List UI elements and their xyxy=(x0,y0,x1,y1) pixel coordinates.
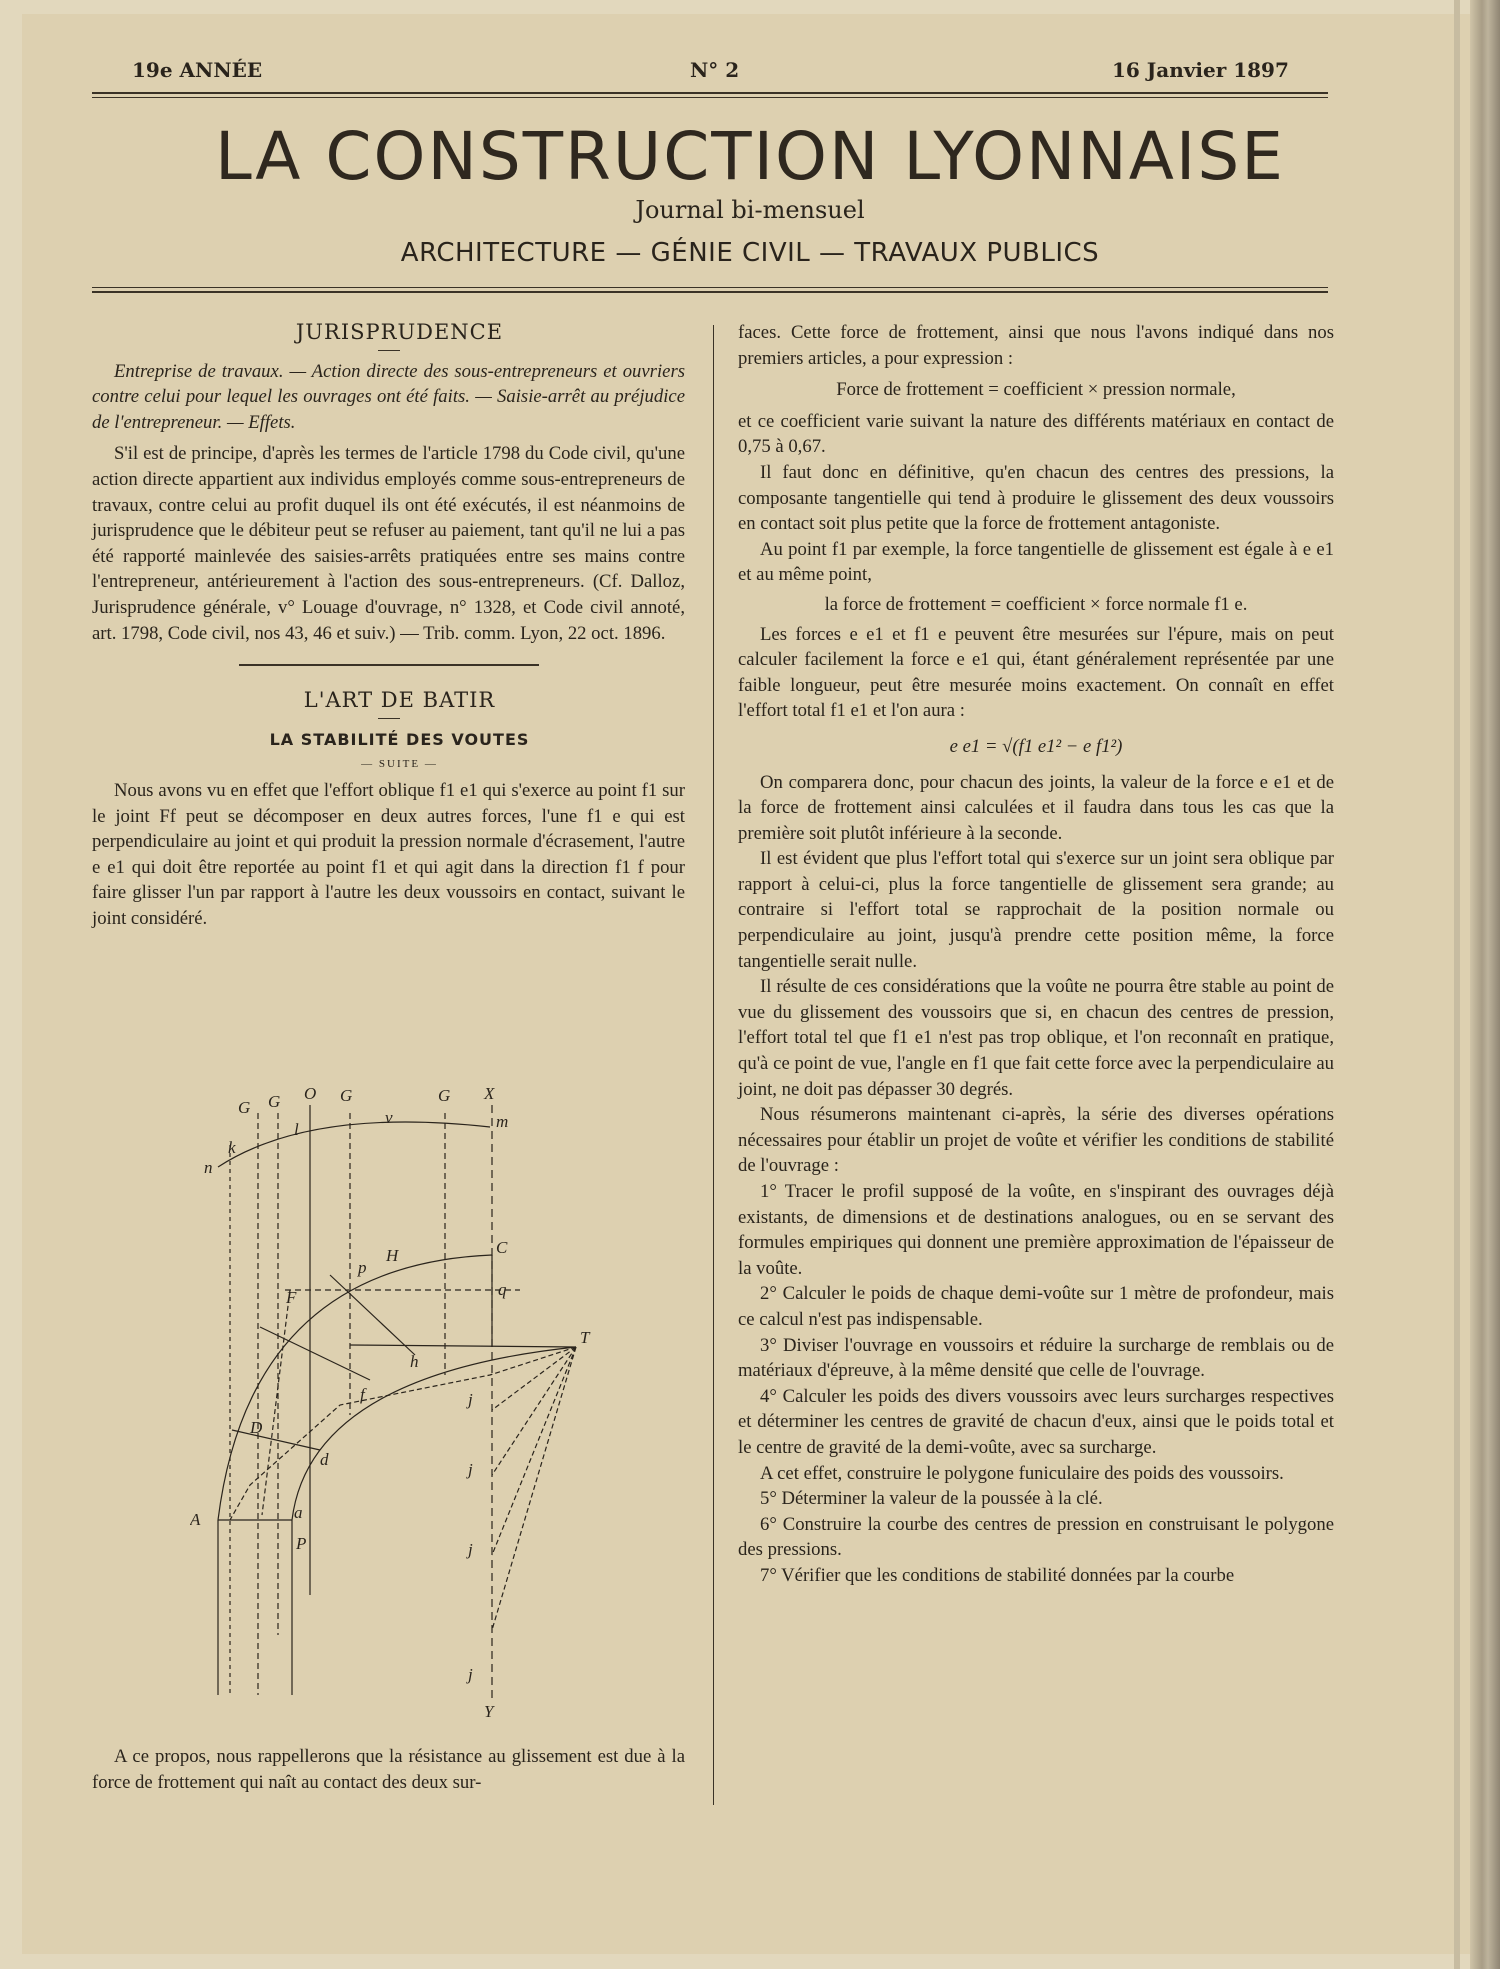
label-a: a xyxy=(294,1503,303,1522)
right-p1: faces. Cette force de frottement, ainsi que nous l'avons indiqué dans nos premiers articles, a pour expression : xyxy=(738,322,1334,369)
step-4-note: A cet effet, construire le polygone funiculaire des poids des voussoirs. xyxy=(760,1462,1284,1484)
equation-friction: Force de frottement = coefficient × pression normale, xyxy=(836,379,1236,401)
label-j1: j xyxy=(468,1390,473,1409)
label-k: k xyxy=(228,1138,236,1157)
outer-arch-curve xyxy=(218,1255,492,1520)
label-p: p xyxy=(358,1258,367,1277)
ray-t-j4 xyxy=(492,1347,576,1630)
heading-dash xyxy=(378,350,400,351)
step-6: 6° Construire la courbe des centres de pression en construisant le polygone des pressions. xyxy=(738,1513,1334,1561)
heading-dash xyxy=(378,718,400,719)
page-edge-shadow xyxy=(1454,0,1460,1969)
step-4: 4° Calculer les poids des divers voussoirs avec leurs surcharges respectives et déterminer les centres de gravité de chacun d'eux, ainsi que le poids total et le centre de gravité de la demi-voûte, avec sa surcharge. xyxy=(738,1385,1334,1458)
stabilite-paragraph: Nous avons vu en effet que l'effort oblique f1 e1 qui s'exerce au point f1 sur le joint Ff peut se décomposer en deux autres forces, l'une f1 e qui est perpendiculaire au joint et qui produit la pression normale d'écrasement, l'autre e e1 qui doit être reportée au point f1 et qui agit dans la direction f1 f pour faire glisser l'un par rapport à l'autre les deux voussoirs en contact, suivant le joint considéré. xyxy=(92,779,685,929)
label-h: h xyxy=(410,1352,419,1371)
label-t-upper: T xyxy=(580,1328,590,1347)
header-rule-thin xyxy=(92,97,1328,98)
horizontal-t xyxy=(350,1345,576,1347)
right-p9: Nous résumerons maintenant ci-après, la série des diverses opérations nécessaires pour établir un projet de voûte et vérifier les conditions de stabilité de l'ouvrage : xyxy=(738,1104,1334,1177)
label-h-upper: H xyxy=(386,1246,399,1265)
column-divider xyxy=(713,325,714,1805)
issue-number: N° 2 xyxy=(690,58,740,82)
label-d: d xyxy=(320,1450,329,1469)
label-m: m xyxy=(496,1112,509,1131)
pressure-polygon xyxy=(230,1347,576,1520)
jurisprudence-summary: Entreprise de travaux. — Action directe des sous-entrepreneurs et ouvriers contre celui pour lequel les ouvrages ont été faits. — Saisie-arrêt au préjudice de l'entrepreneur. — Effets. xyxy=(92,360,685,433)
label-g2: G xyxy=(340,1086,353,1105)
label-j2: j xyxy=(468,1460,473,1479)
extrados-curve xyxy=(218,1122,490,1167)
label-g4: G xyxy=(238,1098,251,1117)
label-x: X xyxy=(484,1084,495,1103)
masthead-rule-top xyxy=(92,287,1328,288)
joint-h xyxy=(330,1275,415,1355)
stabilite-heading: LA STABILITÉ DES VOUTES xyxy=(269,729,530,749)
right-p6: On comparera donc, pour chacun des joints, la valeur de la force e e1 et de la force de frottement ainsi calculées et il faudra dans tous les cas que la première soit plutôt inférieure à la seconde. xyxy=(738,771,1334,844)
label-a-upper: A xyxy=(190,1510,201,1529)
ray-t-j2 xyxy=(492,1347,576,1475)
masthead-rule-bottom xyxy=(92,291,1328,293)
header-rule xyxy=(92,92,1328,94)
right-p8: Il résulte de ces considérations que la voûte ne pourra être stable au point de vue du glissement des voussoirs que si, en chacun des centres de pression, l'effort total tel que f1 e1 n'est pas trop oblique, et l'on reconnaît en pratique, qu'à ce point de vue, l'angle en f1 que fait cette force avec la perpendiculaire au joint, ne doit pas dépasser 30 degrés. xyxy=(738,976,1334,1100)
label-o: O xyxy=(304,1084,317,1103)
masthead-title: LA CONSTRUCTION LYONNAISE xyxy=(215,118,1285,195)
equation-normal: la force de frottement = coefficient × force normale f1 e. xyxy=(824,593,1248,615)
label-j4: j xyxy=(468,1665,473,1684)
thrust-line xyxy=(262,1290,290,1515)
step-5: 5° Déterminer la valeur de la poussée à la clé. xyxy=(760,1488,1103,1510)
art-de-batir-heading: L'ART DE BATIR xyxy=(303,688,496,713)
right-p2: et ce coefficient varie suivant la nature des différents matériaux en contact de 0,75 à 0,67. xyxy=(738,410,1334,458)
label-q: q xyxy=(498,1280,507,1299)
label-j3: j xyxy=(468,1540,473,1559)
vault-diagram xyxy=(190,1075,610,1725)
label-g3: G xyxy=(268,1092,281,1111)
right-p7: Il est évident que plus l'effort total qui s'exerce sur un joint sera oblique par rapport à celui-ci, plus la force tangentielle de glissement sera grande; au contraire si l'effort total se rapprochait de la position normale ou perpendiculaire au joint, jusqu'à prendre cette position même, la force tangentielle serait nulle. xyxy=(738,848,1334,972)
label-g1: G xyxy=(438,1086,451,1105)
label-c-upper: C xyxy=(496,1238,508,1257)
section-separator xyxy=(239,664,539,666)
label-f-upper: F xyxy=(286,1288,297,1307)
jurisprudence-heading: JURISPRUDENCE xyxy=(295,320,504,344)
joint-d xyxy=(232,1430,320,1450)
book-edge xyxy=(1470,0,1500,1969)
label-f: f xyxy=(360,1385,365,1404)
suite-label: — SUITE — xyxy=(361,758,438,771)
label-d-upper: D xyxy=(250,1418,263,1437)
equation-sqrt: e e1 = √(f1 e1² − e f1²) xyxy=(949,735,1123,757)
label-y: Y xyxy=(484,1702,494,1721)
left-column xyxy=(92,320,685,931)
masthead-subtitle: Journal bi-mensuel xyxy=(635,196,865,224)
right-p5: Les forces e e1 et f1 e peuvent être mesurées sur l'épure, mais on peut calculer facilement la force e e1 qui, étant généralement représentée par une faible longueur, peut être mesurée moins exactement. On connaît en effet l'effort total f1 e1 et l'on aura : xyxy=(738,623,1334,722)
label-v: v xyxy=(385,1108,393,1127)
joint-f xyxy=(260,1327,370,1380)
issue-date: 16 Janvier 1897 xyxy=(1112,58,1289,82)
intrados-curve xyxy=(292,1347,576,1520)
masthead-sections: ARCHITECTURE — GÉNIE CIVIL — TRAVAUX PUBLICS xyxy=(400,238,1100,268)
right-p4: Au point f1 par exemple, la force tangentielle de glissement est égale à e e1 et au même point, xyxy=(738,538,1334,586)
left-column-bottom xyxy=(92,1744,685,1795)
jurisprudence-body: S'il est de principe, d'après les termes de l'article 1798 du Code civil, qu'une action directe appartient aux individus employés comme sous-entrepreneurs de travaux, contre celui au profit duquel ils ont été exécutés, il est néanmoins de jurisprudence que le débiteur peut se refuser au paiement, tant qu'il ne lui a pas été rapporté mainlevée des saisies-arrêts pratiquées entre ses mains contre l'entrepreneur, antérieurement à l'action des sous-entrepreneurs. (Cf. Dalloz, Jurisprudence générale, v° Louage d'ouvrage, n° 1328, et Code civil annoté, art. 1798, Code civil, nos 43, 46 et suiv.) — Trib. comm. Lyon, 22 oct. 1896. xyxy=(92,443,685,644)
label-l: l xyxy=(294,1120,299,1139)
step-2: 2° Calculer le poids de chaque demi-voûte sur 1 mètre de profondeur, mais ce calcul n'est pas indispensable. xyxy=(738,1283,1334,1330)
step-1: 1° Tracer le profil supposé de la voûte, en s'inspirant des ouvrages déjà existants, de dimensions et de destinations analogues, ou en se servant des formules empiriques qui donnent une première approximation de l'épaisseur de la voûte. xyxy=(738,1181,1334,1279)
issue-year: 19e ANNÉE xyxy=(132,58,263,82)
right-column xyxy=(738,320,1334,1589)
stabilite-paragraph-2: A ce propos, nous rappellerons que la résistance au glissement est due à la force de frottement qui naît au contact des deux sur- xyxy=(92,1746,685,1793)
right-p3: Il faut donc en définitive, qu'en chacun des centres des pressions, la composante tangentielle qui tend à produire le glissement des deux voussoirs en contact soit plus petite que la force de frottement antagoniste. xyxy=(738,461,1334,535)
step-3: 3° Diviser l'ouvrage en voussoirs et réduire la surcharge de remblais ou de matériaux d'épreuve, à la même densité que celle de l'ouvrage. xyxy=(738,1334,1334,1382)
label-p-upper: P xyxy=(296,1534,307,1553)
step-7: 7° Vérifier que les conditions de stabilité données par la courbe xyxy=(760,1564,1235,1586)
label-n: n xyxy=(204,1158,213,1177)
